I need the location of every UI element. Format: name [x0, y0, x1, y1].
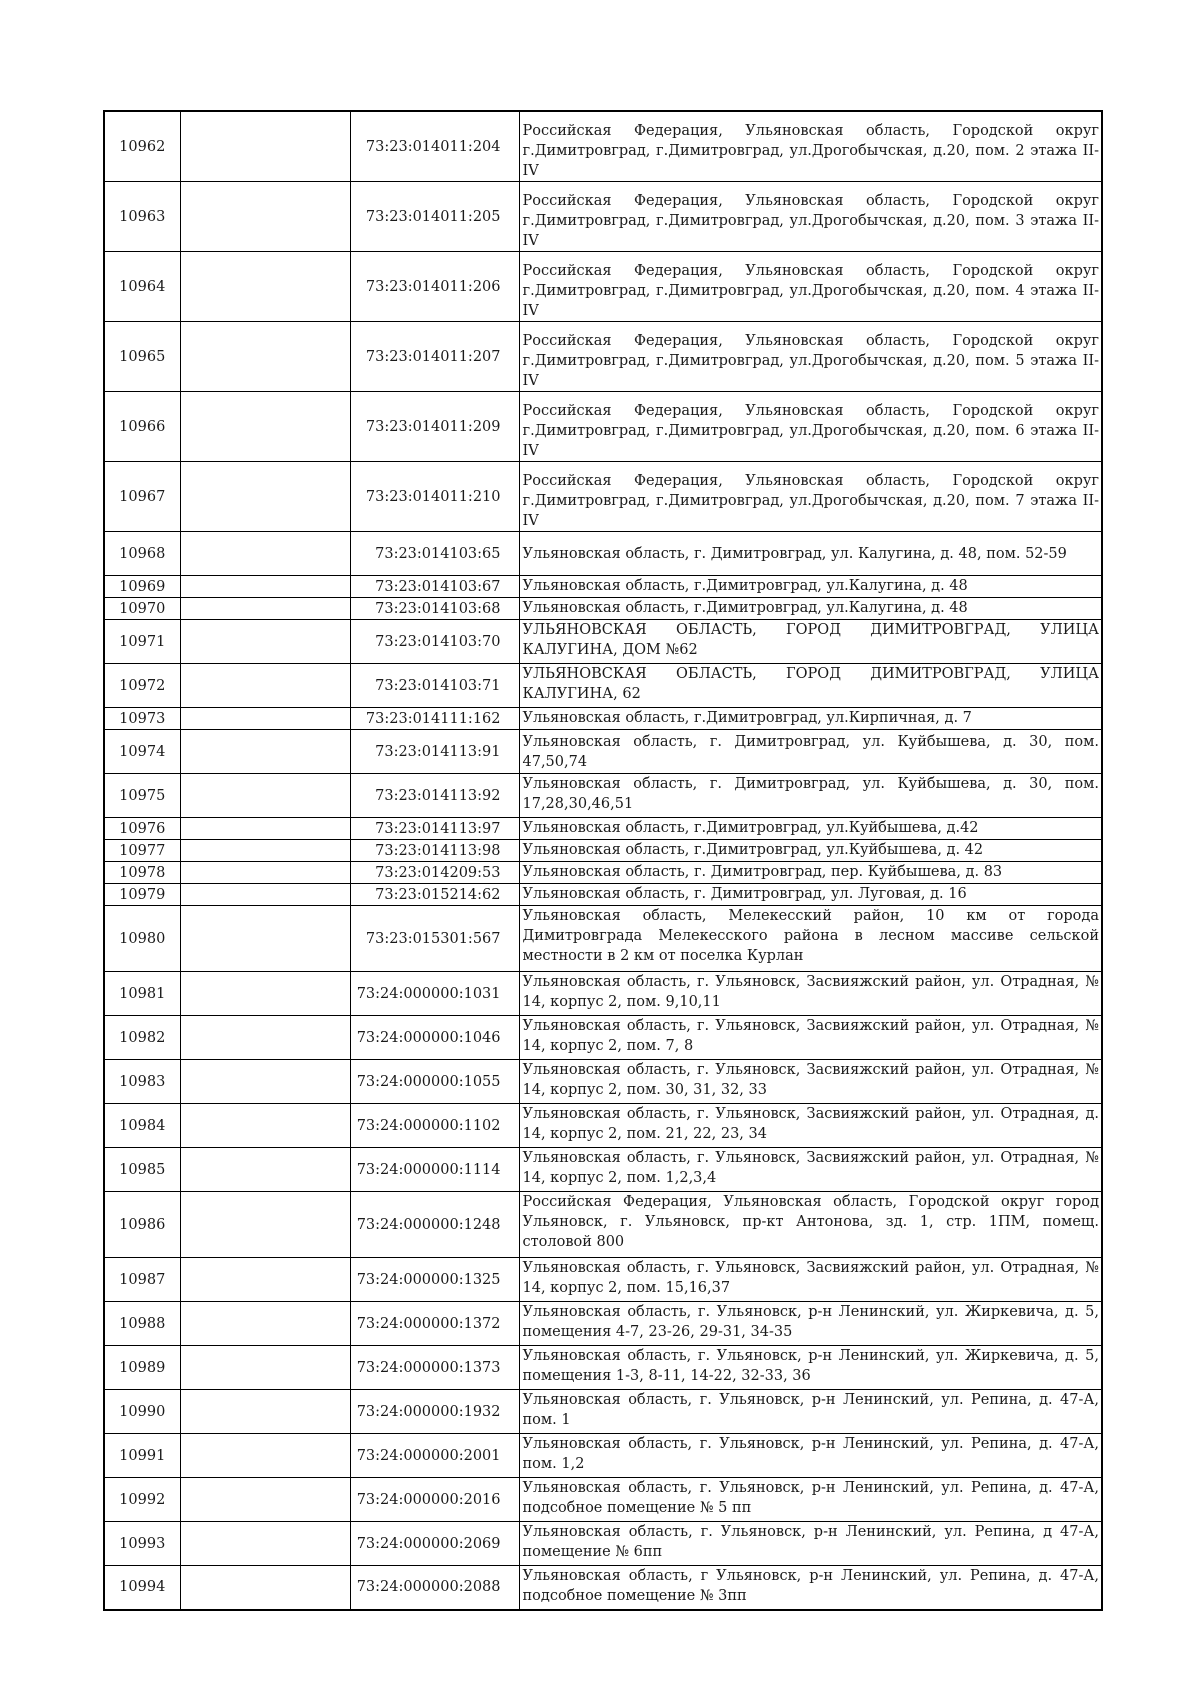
address: УЛЬЯНОВСКАЯ ОБЛАСТЬ, ГОРОД ДИМИТРОВГРАД, УЛИЦА КАЛУГИНА, 62 [519, 664, 1102, 708]
table-row [104, 1346, 1102, 1390]
cadastral-number: 73:23:014011:210 [350, 462, 519, 532]
cadastral-number: 73:23:014011:204 [350, 111, 519, 182]
address: Ульяновская область, г. Ульяновск, р-н Ленинский, ул. Репина, д 47-А, помещение № 6пп [519, 1522, 1102, 1566]
table-row [104, 1258, 1102, 1302]
table-row [104, 322, 1102, 392]
table-row [104, 1566, 1102, 1610]
cadastral-number: 73:24:000000:1325 [350, 1258, 519, 1302]
table-row [104, 906, 1102, 972]
row-number: 10978 [104, 862, 180, 884]
cadastral-number: 73:23:014103:67 [350, 576, 519, 598]
row-number: 10985 [104, 1148, 180, 1192]
table-row [104, 1522, 1102, 1566]
row-number: 10973 [104, 708, 180, 730]
address: Ульяновская область, г. Ульяновск, Засвияжский район, ул. Отрадная, № 14, корпус 2, пом. 15,16,37 [519, 1258, 1102, 1302]
table-row [104, 620, 1102, 664]
address: Российская Федерация, Ульяновская область, Городской округ г.Димитровград, г.Димитровград, ул.Дрогобычская, д.20, пом. 2 этажа II-IV [519, 111, 1102, 182]
address: Российская Федерация, Ульяновская область, Городской округ город Ульяновск, г. Ульяновск, пр-кт Антонова, зд. 1, стр. 1ПМ, помещ. столовой 800 [519, 1192, 1102, 1258]
empty-cell [180, 1478, 350, 1522]
table-row [104, 1302, 1102, 1346]
address: Ульяновская область, г. Димитровград, пер. Куйбышева, д. 83 [519, 862, 1102, 884]
address: Ульяновская область, г. Ульяновск, р-н Ленинский, ул. Репина, д. 47-А, пом. 1,2 [519, 1434, 1102, 1478]
address: Ульяновская область, г. Ульяновск, Засвияжский район, ул. Отрадная, № 14, корпус 2, пом. 7, 8 [519, 1016, 1102, 1060]
table-row [104, 1148, 1102, 1192]
address: Ульяновская область, г.Димитровград, ул.Кирпичная, д. 7 [519, 708, 1102, 730]
empty-cell [180, 252, 350, 322]
empty-cell [180, 730, 350, 774]
table-row [104, 1478, 1102, 1522]
row-number: 10965 [104, 322, 180, 392]
row-number: 10964 [104, 252, 180, 322]
address: Ульяновская область, г.Димитровград, ул.Калугина, д. 48 [519, 598, 1102, 620]
row-number: 10970 [104, 598, 180, 620]
row-number: 10991 [104, 1434, 180, 1478]
empty-cell [180, 1192, 350, 1258]
cadastral-number: 73:23:014209:53 [350, 862, 519, 884]
empty-cell [180, 462, 350, 532]
address: Ульяновская область, г Ульяновск, р-н Ленинский, ул. Репина, д. 47-А, подсобное помещение № 3пп [519, 1566, 1102, 1610]
table-row [104, 598, 1102, 620]
cadastral-number: 73:23:014113:92 [350, 774, 519, 818]
table-row [104, 708, 1102, 730]
row-number: 10981 [104, 972, 180, 1016]
row-number: 10963 [104, 182, 180, 252]
empty-cell [180, 1522, 350, 1566]
row-number: 10983 [104, 1060, 180, 1104]
cadastral-number: 73:23:014103:65 [350, 532, 519, 576]
empty-cell [180, 576, 350, 598]
cadastral-number: 73:24:000000:1932 [350, 1390, 519, 1434]
cadastral-number: 73:24:000000:1055 [350, 1060, 519, 1104]
cadastral-number: 73:23:014011:209 [350, 392, 519, 462]
cadastral-number: 73:24:000000:1114 [350, 1148, 519, 1192]
table-row [104, 462, 1102, 532]
empty-cell [180, 1104, 350, 1148]
empty-cell [180, 532, 350, 576]
cadastral-number: 73:24:000000:1373 [350, 1346, 519, 1390]
address: Ульяновская область, г. Ульяновск, р-н Ленинский, ул. Жиркевича, д. 5, помещения 4-7, 23-26, 29-31, 34-35 [519, 1302, 1102, 1346]
address: Ульяновская область, г. Димитровград, ул. Куйбышева, д. 30, пом. 17,28,30,46,51 [519, 774, 1102, 818]
cadastral-number: 73:24:000000:1102 [350, 1104, 519, 1148]
table-row [104, 1016, 1102, 1060]
table-row [104, 392, 1102, 462]
cadastral-number: 73:23:014011:207 [350, 322, 519, 392]
address: Ульяновская область, г. Ульяновск, Засвияжский район, ул. Отрадная, № 14, корпус 2, пом. 9,10,11 [519, 972, 1102, 1016]
row-number: 10988 [104, 1302, 180, 1346]
cadastral-number: 73:23:014113:98 [350, 840, 519, 862]
address: Ульяновская область, г. Димитровград, ул. Куйбышева, д. 30, пом. 47,50,74 [519, 730, 1102, 774]
row-number: 10974 [104, 730, 180, 774]
address: Российская Федерация, Ульяновская область, Городской округ г.Димитровград, г.Димитровград, ул.Дрогобычская, д.20, пом. 4 этажа II-IV [519, 252, 1102, 322]
cadastral-number: 73:23:014103:68 [350, 598, 519, 620]
cadastral-number: 73:23:015214:62 [350, 884, 519, 906]
cadastral-number: 73:24:000000:1248 [350, 1192, 519, 1258]
address: Ульяновская область, г. Ульяновск, Засвияжский район, ул. Отрадная, № 14, корпус 2, пом. 30, 31, 32, 33 [519, 1060, 1102, 1104]
empty-cell [180, 1302, 350, 1346]
cadastral-number: 73:24:000000:1031 [350, 972, 519, 1016]
empty-cell [180, 1060, 350, 1104]
address: Ульяновская область, г. Ульяновск, р-н Ленинский, ул. Репина, д. 47-А, подсобное помещение № 5 пп [519, 1478, 1102, 1522]
row-number: 10990 [104, 1390, 180, 1434]
row-number: 10980 [104, 906, 180, 972]
row-number: 10989 [104, 1346, 180, 1390]
row-number: 10977 [104, 840, 180, 862]
cadastral-number: 73:23:014103:70 [350, 620, 519, 664]
row-number: 10992 [104, 1478, 180, 1522]
table-row [104, 252, 1102, 322]
row-number: 10984 [104, 1104, 180, 1148]
table-row [104, 664, 1102, 708]
address: Ульяновская область, г. Димитровград, ул. Калугина, д. 48, пом. 52-59 [519, 532, 1102, 576]
table-row [104, 972, 1102, 1016]
empty-cell [180, 862, 350, 884]
table-row [104, 1104, 1102, 1148]
cadastral-number: 73:24:000000:1372 [350, 1302, 519, 1346]
cadastral-number: 73:24:000000:2069 [350, 1522, 519, 1566]
table-row [104, 774, 1102, 818]
table-row [104, 111, 1102, 182]
empty-cell [180, 598, 350, 620]
cadastral-number: 73:23:014103:71 [350, 664, 519, 708]
table-row [104, 862, 1102, 884]
empty-cell [180, 884, 350, 906]
row-number: 10972 [104, 664, 180, 708]
cadastral-number: 73:23:014113:97 [350, 818, 519, 840]
empty-cell [180, 840, 350, 862]
empty-cell [180, 774, 350, 818]
table-row [104, 1390, 1102, 1434]
address: Ульяновская область, Мелекесский район, 10 км от города Димитровграда Мелекесского района в лесном массиве сельской местности в 2 км от поселка Курлан [519, 906, 1102, 972]
empty-cell [180, 182, 350, 252]
empty-cell [180, 392, 350, 462]
table-row [104, 730, 1102, 774]
address: Российская Федерация, Ульяновская область, Городской округ г.Димитровград, г.Димитровград, ул.Дрогобычская, д.20, пом. 7 этажа II-IV [519, 462, 1102, 532]
table-row [104, 182, 1102, 252]
row-number: 10967 [104, 462, 180, 532]
row-number: 10975 [104, 774, 180, 818]
address: УЛЬЯНОВСКАЯ ОБЛАСТЬ, ГОРОД ДИМИТРОВГРАД, УЛИЦА КАЛУГИНА, ДОМ №62 [519, 620, 1102, 664]
row-number: 10982 [104, 1016, 180, 1060]
address: Ульяновская область, г. Димитровград, ул. Луговая, д. 16 [519, 884, 1102, 906]
empty-cell [180, 1258, 350, 1302]
empty-cell [180, 620, 350, 664]
row-number: 10966 [104, 392, 180, 462]
empty-cell [180, 972, 350, 1016]
cadastral-number: 73:23:015301:567 [350, 906, 519, 972]
address: Российская Федерация, Ульяновская область, Городской округ г.Димитровград, г.Димитровград, ул.Дрогобычская, д.20, пом. 3 этажа II-IV [519, 182, 1102, 252]
table-row [104, 818, 1102, 840]
empty-cell [180, 1434, 350, 1478]
empty-cell [180, 1346, 350, 1390]
address: Ульяновская область, г.Димитровград, ул.Куйбышева, д.42 [519, 818, 1102, 840]
address: Ульяновская область, г.Димитровград, ул.Куйбышева, д. 42 [519, 840, 1102, 862]
empty-cell [180, 708, 350, 730]
cadastral-number: 73:24:000000:2088 [350, 1566, 519, 1610]
cadastral-number: 73:23:014011:206 [350, 252, 519, 322]
address: Российская Федерация, Ульяновская область, Городской округ г.Димитровград, г.Димитровград, ул.Дрогобычская, д.20, пом. 5 этажа II-IV [519, 322, 1102, 392]
empty-cell [180, 1016, 350, 1060]
registry-table [103, 110, 1103, 1611]
cadastral-number: 73:24:000000:2016 [350, 1478, 519, 1522]
empty-cell [180, 906, 350, 972]
table-row [104, 576, 1102, 598]
table-row [104, 1434, 1102, 1478]
row-number: 10976 [104, 818, 180, 840]
empty-cell [180, 1148, 350, 1192]
row-number: 10987 [104, 1258, 180, 1302]
empty-cell [180, 1566, 350, 1610]
address: Ульяновская область, г.Димитровград, ул.Калугина, д. 48 [519, 576, 1102, 598]
row-number: 10969 [104, 576, 180, 598]
table-row [104, 884, 1102, 906]
empty-cell [180, 111, 350, 182]
address: Российская Федерация, Ульяновская область, Городской округ г.Димитровград, г.Димитровград, ул.Дрогобычская, д.20, пом. 6 этажа II-IV [519, 392, 1102, 462]
row-number: 10993 [104, 1522, 180, 1566]
row-number: 10962 [104, 111, 180, 182]
table-row [104, 1192, 1102, 1258]
row-number: 10971 [104, 620, 180, 664]
address: Ульяновская область, г. Ульяновск, Засвияжский район, ул. Отрадная, № 14, корпус 2, пом. 1,2,3,4 [519, 1148, 1102, 1192]
cadastral-number: 73:23:014111:162 [350, 708, 519, 730]
row-number: 10979 [104, 884, 180, 906]
registry-body [104, 111, 1102, 1610]
row-number: 10986 [104, 1192, 180, 1258]
table-row [104, 1060, 1102, 1104]
empty-cell [180, 1390, 350, 1434]
cadastral-number: 73:23:014113:91 [350, 730, 519, 774]
empty-cell [180, 322, 350, 392]
empty-cell [180, 818, 350, 840]
address: Ульяновская область, г. Ульяновск, Засвияжский район, ул. Отрадная, д. 14, корпус 2, пом. 21, 22, 23, 34 [519, 1104, 1102, 1148]
cadastral-number: 73:24:000000:1046 [350, 1016, 519, 1060]
table-row [104, 532, 1102, 576]
address: Ульяновская область, г. Ульяновск, р-н Ленинский, ул. Репина, д. 47-А, пом. 1 [519, 1390, 1102, 1434]
address: Ульяновская область, г. Ульяновск, р-н Ленинский, ул. Жиркевича, д. 5, помещения 1-3, 8-11, 14-22, 32-33, 36 [519, 1346, 1102, 1390]
table-row [104, 840, 1102, 862]
cadastral-number: 73:23:014011:205 [350, 182, 519, 252]
empty-cell [180, 664, 350, 708]
cadastral-number: 73:24:000000:2001 [350, 1434, 519, 1478]
row-number: 10994 [104, 1566, 180, 1610]
row-number: 10968 [104, 532, 180, 576]
